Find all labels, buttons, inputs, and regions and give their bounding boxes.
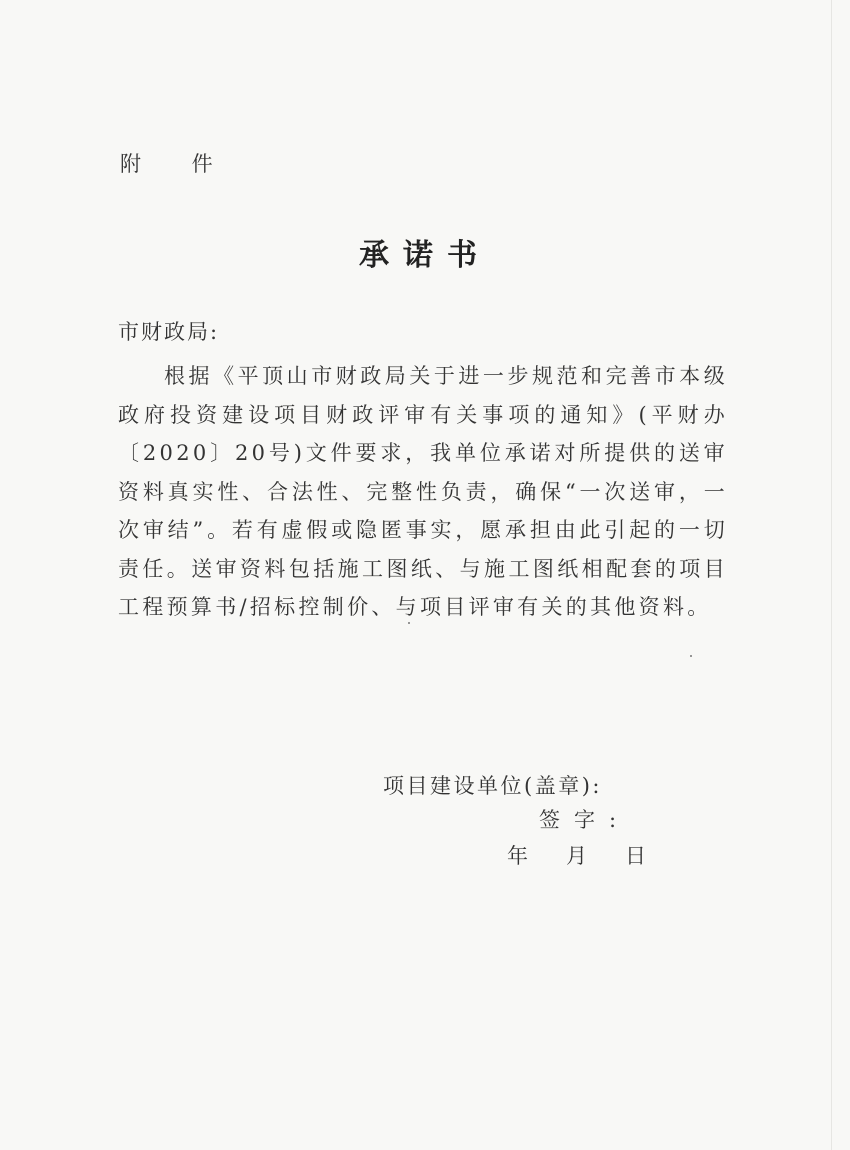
scan-speck (408, 622, 410, 624)
sign-name-label: 签字: (539, 808, 631, 832)
attachment-label: 附 件 (120, 152, 235, 176)
salutation: 市财政局: (118, 320, 220, 344)
sign-date-label: 年月日 (507, 844, 684, 868)
body-paragraph: 根据《平顶山市财政局关于进一步规范和完善市本级政府投资建设项目财政评审有关事项的通知》(平财办〔2020〕20号)文件要求，我单位承诺对所提供的送审资料真实性、合法性、完整性负责，确保“一次送审，一次审结”。若有虚假或隐匿事实，愿承担由此引起的一切责任。送审资料包括施工图纸、与施工图纸相配套的项目工程预算书/招标控制价、与项目评审有关的其他资料。 (118, 364, 728, 619)
sign-unit-label: 项目建设单位(盖章): (383, 774, 602, 798)
page-edge (831, 0, 832, 1150)
scan-speck (690, 655, 692, 657)
document-title: 承诺书 (359, 238, 491, 273)
